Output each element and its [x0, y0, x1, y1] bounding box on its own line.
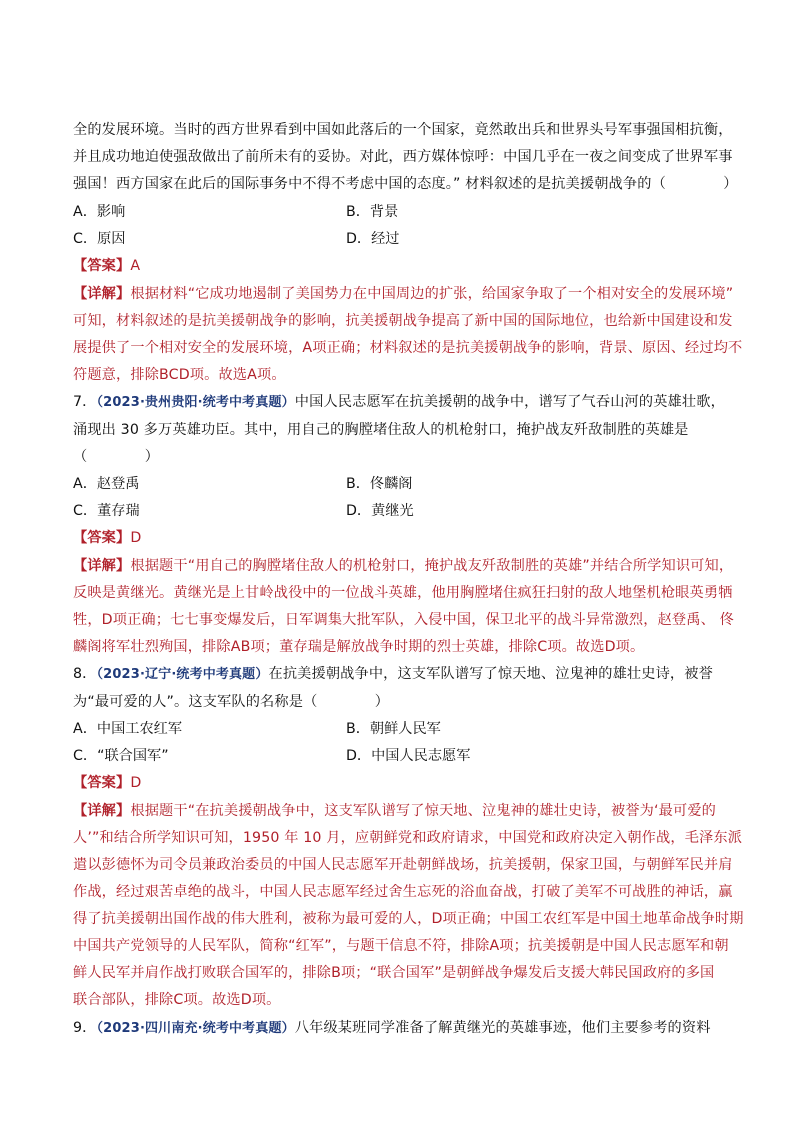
q6-option-d: D．经过 — [346, 231, 400, 247]
q7-option-b: B．佟麟阁 — [346, 476, 413, 492]
explain-text: 根据材料“它成功地遏制了美国势力在中国周边的扩张，给国家争取了一个相对安全的发展环境” — [130, 286, 734, 302]
q8-stem-line-1 — [73, 664, 713, 685]
answer-value: D — [130, 530, 142, 546]
q7-stem-text: 中国人民志愿军在抗美援朝的战争中，谱写了气吞山河的英雄壮歌， — [294, 394, 725, 410]
q8-explain-line-8: 联合部队，排除C项。故选D项。 — [73, 992, 281, 1008]
q7-explain-line-3: 牲，D项正确；七七事变爆发后，日军调集大批军队，入侵中国，保卫北平的战斗异常激烈，赵登禹、 佟 — [73, 612, 734, 628]
q8-stem-text: 在抗美援朝战争中，这支军队谱写了惊天地、泣鬼神的雄壮史诗，被誉 — [268, 666, 713, 682]
q7-stem-line-3: （ ） — [73, 449, 160, 465]
q8-explain-line-6: 中国共产党领导的人民军队，简称“红军”，与题干信息不符，排除A项；抗美援朝是中国人民志愿军和朝 — [73, 938, 729, 954]
q7-explain-line-1 — [73, 556, 733, 576]
explain-label: 【详解】 — [73, 558, 131, 574]
q8-number: 8． — [73, 666, 97, 682]
q6-explain-line-4: 符题意，排除BCD项。故选A项。 — [73, 367, 286, 383]
q8-answer — [73, 773, 141, 793]
explain-text: 根据题干“用自己的胸膛堵住敌人的机枪射口，掩护战友歼敌制胜的英雄”并结合所学知识可知， — [130, 558, 734, 574]
q8-explain-line-4: 作战，经过艰苦卓绝的战斗，中国人民志愿军经过舍生忘死的浴血奋战，打破了美军不可战胜的神话，赢 — [73, 884, 733, 900]
q8-explain-line-1 — [73, 801, 716, 821]
q8-explain-line-2: 人’”和结合所学知识可知，1950 年 10 月，应朝鲜党和政府请求，中国党和政府决定入朝作战，毛泽东派 — [73, 830, 743, 846]
q7-explain-line-4: 麟阁将军壮烈殉国，排除AB项；董存瑞是解放战争时期的烈士英雄，排除C项。故选D项。 — [73, 639, 645, 655]
explain-label: 【详解】 — [73, 803, 131, 819]
q7-option-d: D．黄继光 — [346, 503, 414, 519]
q8-option-a: A．中国工农红军 — [73, 721, 183, 737]
q6-answer — [73, 256, 140, 276]
q7-option-c: C．董存瑞 — [73, 503, 140, 519]
q6-option-a: A．影响 — [73, 204, 126, 220]
answer-label: 【答案】 — [73, 530, 131, 546]
q9-stem-line-1 — [73, 1018, 711, 1039]
q8-option-c: C．“联合国军” — [73, 748, 169, 764]
q7-number: 7． — [73, 394, 97, 410]
q8-option-d: D．中国人民志愿军 — [346, 748, 471, 764]
q6-stem-line-2: 并且成功地迫使强敌做出了前所未有的妥协。对此，西方媒体惊呼：中国几乎在一夜之间变成了世界军事 — [73, 149, 733, 165]
q7-answer — [73, 528, 141, 548]
q6-stem-line-3: 强国！西方国家在此后的国际事务中不得不考虑中国的态度。” 材料叙述的是抗美援朝战争的（ ） — [73, 176, 738, 192]
q9-source: （2023·四川南充·统考中考真题） — [96, 1021, 295, 1036]
q8-explain-line-7: 鲜人民军并肩作战打败联合国军的，排除B项；“联合国军”是朝鲜战争爆发后支援大韩民国政府的多国 — [73, 965, 715, 981]
answer-value: A — [130, 258, 141, 274]
explain-label: 【详解】 — [73, 286, 131, 302]
q6-option-b: B．背景 — [346, 204, 399, 220]
q9-stem-text: 八年级某班同学准备了解黄继光的英雄事迹，他们主要参考的资料 — [294, 1020, 711, 1036]
q8-source: （2023·辽宁·统考中考真题） — [96, 667, 269, 682]
q6-explain-line-3: 展提供了一个相对安全的发展环境，A项正确；材料叙述的是抗美援朝战争的影响，背景、原因、经过均不 — [73, 340, 743, 356]
q6-explain-line-2: 可知，材料叙述的是抗美援朝战争的影响，抗美援朝战争提高了新中国的国际地位，也给新中国建设和发 — [73, 313, 733, 329]
q8-explain-line-5: 得了抗美援朝出国作战的伟大胜利，被称为最可爱的人，D项正确；中国工农红军是中国土地革命战争时期 — [73, 911, 744, 927]
answer-label: 【答案】 — [73, 258, 131, 274]
q6-stem-line-1: 全的发展环境。当时的西方世界看到中国如此落后的一个国家，竟然敢出兵和世界头号军事强国相抗衡， — [73, 122, 733, 138]
q6-explain-line-1 — [73, 284, 733, 304]
q8-option-b: B．朝鲜人民军 — [346, 721, 441, 737]
q7-option-a: A．赵登禹 — [73, 476, 140, 492]
answer-label: 【答案】 — [73, 775, 131, 791]
q8-explain-line-3: 遣以彭德怀为司令员兼政治委员的中国人民志愿军开赴朝鲜战场，抗美援朝，保家卫国，与朝鲜军民并肩 — [73, 857, 733, 873]
q7-explain-line-2: 反映是黄继光。黄继光是上甘岭战役中的一位战斗英雄，他用胸膛堵住疯狂扫射的敌人地堡机枪眼英勇牺 — [73, 585, 733, 601]
q9-number: 9． — [73, 1020, 97, 1036]
answer-value: D — [130, 775, 142, 791]
q8-stem-line-2: 为“最可爱的人”。这支军队的名称是（ ） — [73, 694, 390, 710]
q6-option-c: C．原因 — [73, 231, 126, 247]
q7-stem-line-2: 涌现出 30 多万英雄功臣。其中，用自己的胸膛堵住敌人的机枪射口，掩护战友歼敌制胜的英雄是 — [73, 422, 689, 438]
q7-source: （2023·贵州贵阳·统考中考真题） — [96, 395, 295, 410]
q7-stem-line-1 — [73, 392, 725, 413]
explain-text: 根据题干“在抗美援朝战争中，这支军队谱写了惊天地、泣鬼神的雄壮史诗，被誉为‘最可爱的 — [130, 803, 717, 819]
